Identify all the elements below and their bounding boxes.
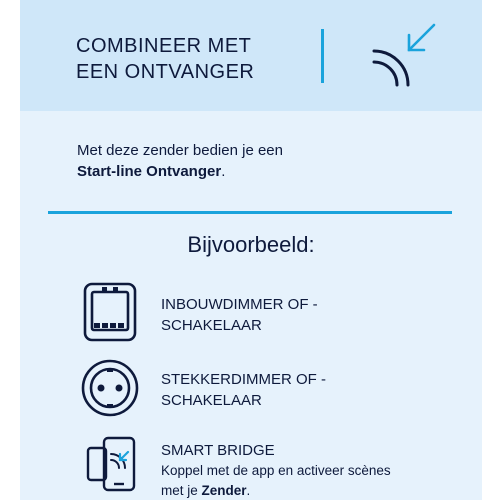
example-item-label: SCHAKELAAR <box>161 392 262 409</box>
example-item-label: STEKKERDIMMER OF - <box>161 371 327 388</box>
header-title-line1: COMBINEER MET <box>76 35 252 57</box>
intro-receiver-name: Start-line Ontvanger <box>77 163 222 180</box>
info-card <box>20 0 482 500</box>
desc-bold: Zender <box>201 483 247 498</box>
built-in-dimmer-icon <box>80 282 140 342</box>
examples-title: Bijvoorbeeld: <box>187 232 315 257</box>
intro-line1: Met deze zender bedien je een <box>77 142 283 159</box>
example-item-label: SMART BRIDGE <box>161 442 275 459</box>
desc-prefix: met je <box>161 483 202 498</box>
example-item-smart-bridge <box>161 440 391 501</box>
example-item-label: SCHAKELAAR <box>161 317 262 334</box>
intro-suffix: . <box>221 163 226 180</box>
example-item-description-2 <box>161 481 391 501</box>
intro-line2 <box>77 161 283 182</box>
header-title <box>76 33 254 85</box>
smart-bridge-icon <box>80 434 140 494</box>
intro-text <box>77 140 283 182</box>
example-item-label: INBOUWDIMMER OF - <box>161 296 318 313</box>
example-item-description: Koppel met de app en activeer scènes <box>161 463 391 478</box>
connect-signal-icon <box>372 22 436 92</box>
section-divider <box>48 211 452 214</box>
plug-socket-icon <box>80 358 140 418</box>
desc-suffix: . <box>246 483 251 498</box>
header <box>20 0 482 111</box>
example-item-plug-dimmer <box>161 369 326 411</box>
example-item-built-in-dimmer <box>161 294 318 336</box>
header-divider <box>321 29 324 83</box>
header-title-line2: EEN ONTVANGER <box>76 61 255 83</box>
